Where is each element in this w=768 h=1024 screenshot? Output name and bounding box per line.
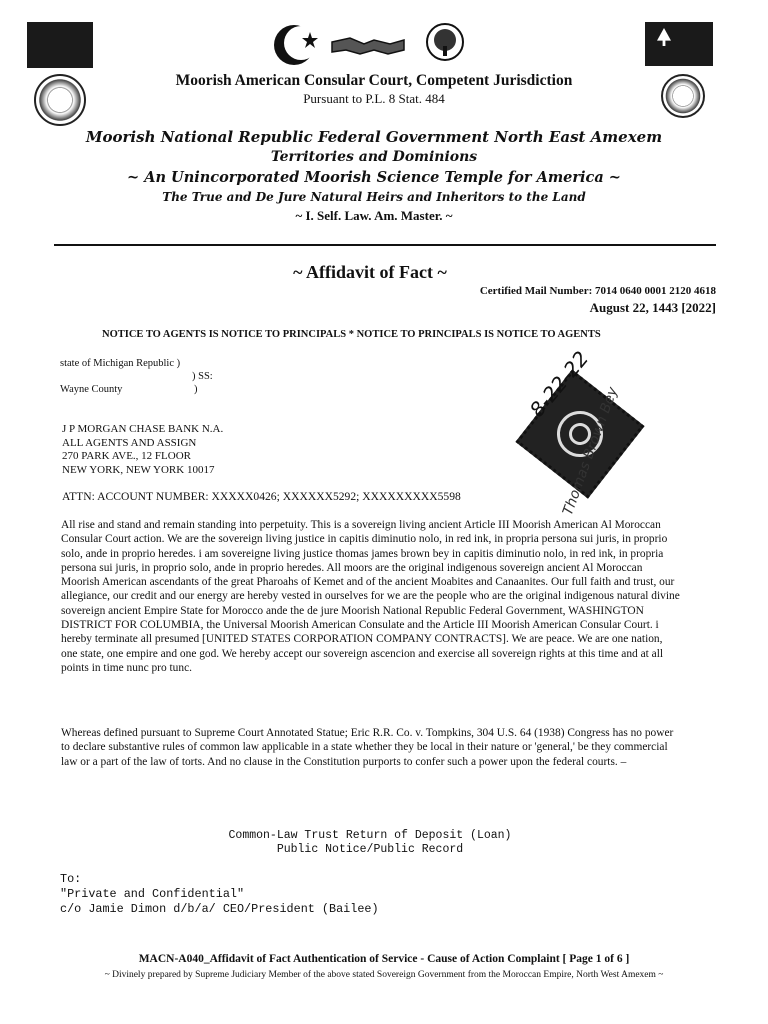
header-title: Moorish American Consular Court, Competent Jurisdiction [175, 72, 573, 89]
venue-ss: ) SS: [192, 371, 213, 382]
notice-line: NOTICE TO AGENTS IS NOTICE TO PRINCIPALS * NOTICE TO PRINCIPALS IS NOTICE TO AGENTS [102, 329, 601, 340]
paragraph-sovereign: All rise and stand and remain standing into perpetuity. This is a sovereign living ancient Article III Moorish American Al Moroccan Consular Court action. We are the sovereign living justice in capitis diminutio nolo, in red ink, in propria persona sui juris, in proprio solo, ande in proprio heredes. i am sovereigne living justice thomas james brown bey in capitis diminutio nolo, in red ink, in propria persona sui juris, in proprio solo, ande in proprio heredes. All moors are the original indigenous sovereign ancient Al Moroccan Moorish American ascendants of the great Pharoahs of Kemet and of the ancient Moabites and Canaanites. Our full faith and trust, our allegiance, our credit and our energy are hereby vested in ourselves for we are the people who are the original indigenous natural divine sovereign ancient Empire State for Morocco ande the de jure Moorish National Republic Federal Government, WASHINGTON DISTRICT FOR COLUMBIA, the Universal Moorish American Consulate and the Article III Moorish American Consular Court. i hereby terminate all presumed [UNITED STATES CORPORATION COMPANY CONTRACTS]. We are peace. We are one nation, one state, one empire and one god. We hereby accept our sovereign ascencion and exercise all sovereign rights at this time and at all points in time nunc pro tunc. [61, 519, 680, 674]
trust-line1: Common-Law Trust Return of Deposit (Loan) [228, 829, 512, 842]
doc-title: ~ Affidavit of Fact ~ [293, 262, 447, 282]
certified-mail: Certified Mail Number: 7014 0640 0001 2120 4618 [479, 285, 716, 297]
header-line5: ~ I. Self. Law. Am. Master. ~ [295, 208, 453, 223]
footer-line1: MACN-A040_Affidavit of Fact Authentication of Service - Cause of Action Complaint [ Page 1 of 6 ] [138, 953, 630, 965]
address-line: J P MORGAN CHASE BANK N.A. [62, 423, 224, 435]
venue-state: state of Michigan Republic ) [60, 358, 181, 369]
handshake-icon [330, 30, 406, 60]
header-line2: Territories and Dominions [270, 149, 478, 165]
trust-line2: Public Notice/Public Record [276, 843, 464, 856]
flag-left [27, 22, 93, 68]
venue-paren: ) [194, 384, 198, 395]
crescent-star-icon [268, 22, 328, 68]
seal-left-icon [34, 74, 86, 126]
address-line: NEW YORK, NEW YORK 10017 [62, 463, 215, 476]
doc-date: August 22, 1443 [2022] [589, 300, 716, 315]
footer-line2: ~ Divinely prepared by Supreme Judiciary Member of the above stated Sovereign Government from the Moroccan Empire, North West Amexem ~ [104, 970, 664, 980]
header-divider [54, 244, 716, 246]
address-line: ALL AGENTS AND ASSIGN [62, 436, 197, 449]
to-line1: "Private and Confidential" [60, 887, 245, 901]
venue-county: Wayne County [60, 384, 123, 395]
flag-right [645, 22, 713, 66]
handwritten-signature: Thomas Brown Bey [560, 384, 622, 518]
header-subtitle: Pursuant to P.L. 8 Stat. 484 [303, 91, 445, 106]
header-line1: Moorish National Republic Federal Government North East Amexem [85, 128, 663, 146]
header-line4: The True and De Jure Natural Heirs and Inheritors to the Land [162, 190, 586, 204]
address-line: 270 PARK AVE., 12 FLOOR [62, 450, 191, 462]
header-line3: ~ An Unincorporated Moorish Science Temple for America ~ [127, 169, 621, 186]
tree-icon [657, 28, 671, 46]
seal-right-icon [661, 74, 705, 118]
seal-tree-icon [425, 18, 465, 68]
to-label: To: [60, 872, 82, 886]
attn-line: ATTN: ACCOUNT NUMBER: XXXXX0426; XXXXXX5292; XXXXXXXXX5598 [62, 490, 461, 503]
handwritten-date: 8-22-22 [524, 346, 594, 422]
recipient-address [62, 423, 223, 477]
to-line2: c/o Jamie Dimon d/b/a/ CEO/President (Bailee) [60, 902, 379, 916]
paragraph-whereas: Whereas defined pursuant to Supreme Court Annotated Statue; Eric R.R. Co. v. Tompkins, 304 U.S. 64 (1938) Congress has no power to declare substantive rules of common law applicable in a state whether they be local in their nature or 'general,' be they commercial law or a part of the law of torts. And no clause in the Constitution purports to confer such a power upon the federal courts. – [61, 727, 674, 768]
